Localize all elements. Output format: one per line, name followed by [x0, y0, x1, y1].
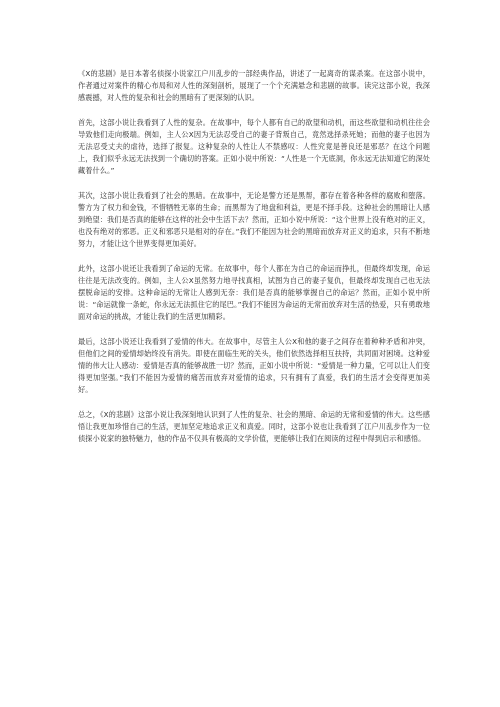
paragraph-intro: 《X的悲剧》是日本著名侦探小说家江户川乱步的一部经典作品，讲述了一起离奇的谋杀案。在这部小说中，作者通过对案件的精心布局和对人性的深刻剖析，展现了一个个充满悬念和悲剧的故事。读完这部小说，我深感震撼，对人性的复杂和社会的黑暗有了更深刻的认识。: [78, 69, 430, 102]
paragraph-human-nature: 首先，这部小说让我看到了人性的复杂。在故事中，每个人都有自己的欲望和动机，而这些欲望和动机往往会导致他们走向极端。例如，主人公X因为无法忍受自己的妻子背叛自己，竟然选择杀死她；而他的妻子也因为无法忍受丈夫的虐待，选择了报复。这种复杂的人性让人不禁感叹：人性究竟是善良还是邪恶？在这个问题上，我们似乎永远无法找到一个确切的答案。正如小说中所说：“人性是一个无底洞，你永远无法知道它的深处藏着什么。”: [78, 118, 430, 175]
paragraph-fate: 此外，这部小说还让我看到了命运的无常。在故事中，每个人都在为自己的命运而挣扎，但最终却发现，命运往往是无法改变的。例如，主人公X虽然努力地寻找真相，试图为自己的妻子复仇，但最终却发现自己也无法摆脱命运的安排。这种命运的无常让人感到无奈：我们是否真的能够掌握自己的命运？然而，正如小说中所说：“命运就像一条蛇，你永远无法抓住它的尾巴。”我们不能因为命运的无常而放弃对生活的热爱，只有勇敢地面对命运的挑战，才能让我们的生活更加精彩。: [78, 264, 430, 321]
paragraph-conclusion: 总之，《X的悲剧》这部小说让我深刻地认识到了人性的复杂、社会的黑暗、命运的无常和爱情的伟大。这些感悟让我更加珍惜自己的生活，更加坚定地追求正义和真爱。同时，这部小说也让我看到了江户川乱步作为一位侦探小说家的独特魅力，他的作品不仅具有极高的文学价值，更能够让我们在阅读的过程中得到启示和感悟。: [78, 410, 430, 443]
paragraph-love: 最后，这部小说还让我看到了爱情的伟大。在故事中，尽管主人公X和他的妻子之间存在着种种矛盾和冲突，但他们之间的爱情却始终没有消失。即使在面临生死的关头，他们依然选择相互扶持，共同面对困境。这种爱情的伟大让人感动：爱情是否真的能够战胜一切？然而，正如小说中所说：“爱情是一种力量，它可以让人们变得更加坚强。”我们不能因为爱情的痛苦而放弃对爱情的追求，只有拥有了真爱，我们的生活才会变得更加美好。: [78, 337, 430, 394]
paragraph-society: 其次，这部小说让我看到了社会的黑暗。在故事中，无论是警方还是黑帮，都存在着各种各样的腐败和堕落。警方为了权力和金钱，不惜牺牲无辜的生命；而黑帮为了地盘和利益，更是不择手段。这种社会的黑暗让人感到绝望：我们是否真的能够在这样的社会中生活下去？然而，正如小说中所说：“这个世界上没有绝对的正义，也没有绝对的邪恶。正义和邪恶只是相对的存在。”我们不能因为社会的黑暗而放弃对正义的追求，只有不断地努力，才能让这个世界变得更加美好。: [78, 191, 430, 248]
document-body: [78, 68, 430, 458]
